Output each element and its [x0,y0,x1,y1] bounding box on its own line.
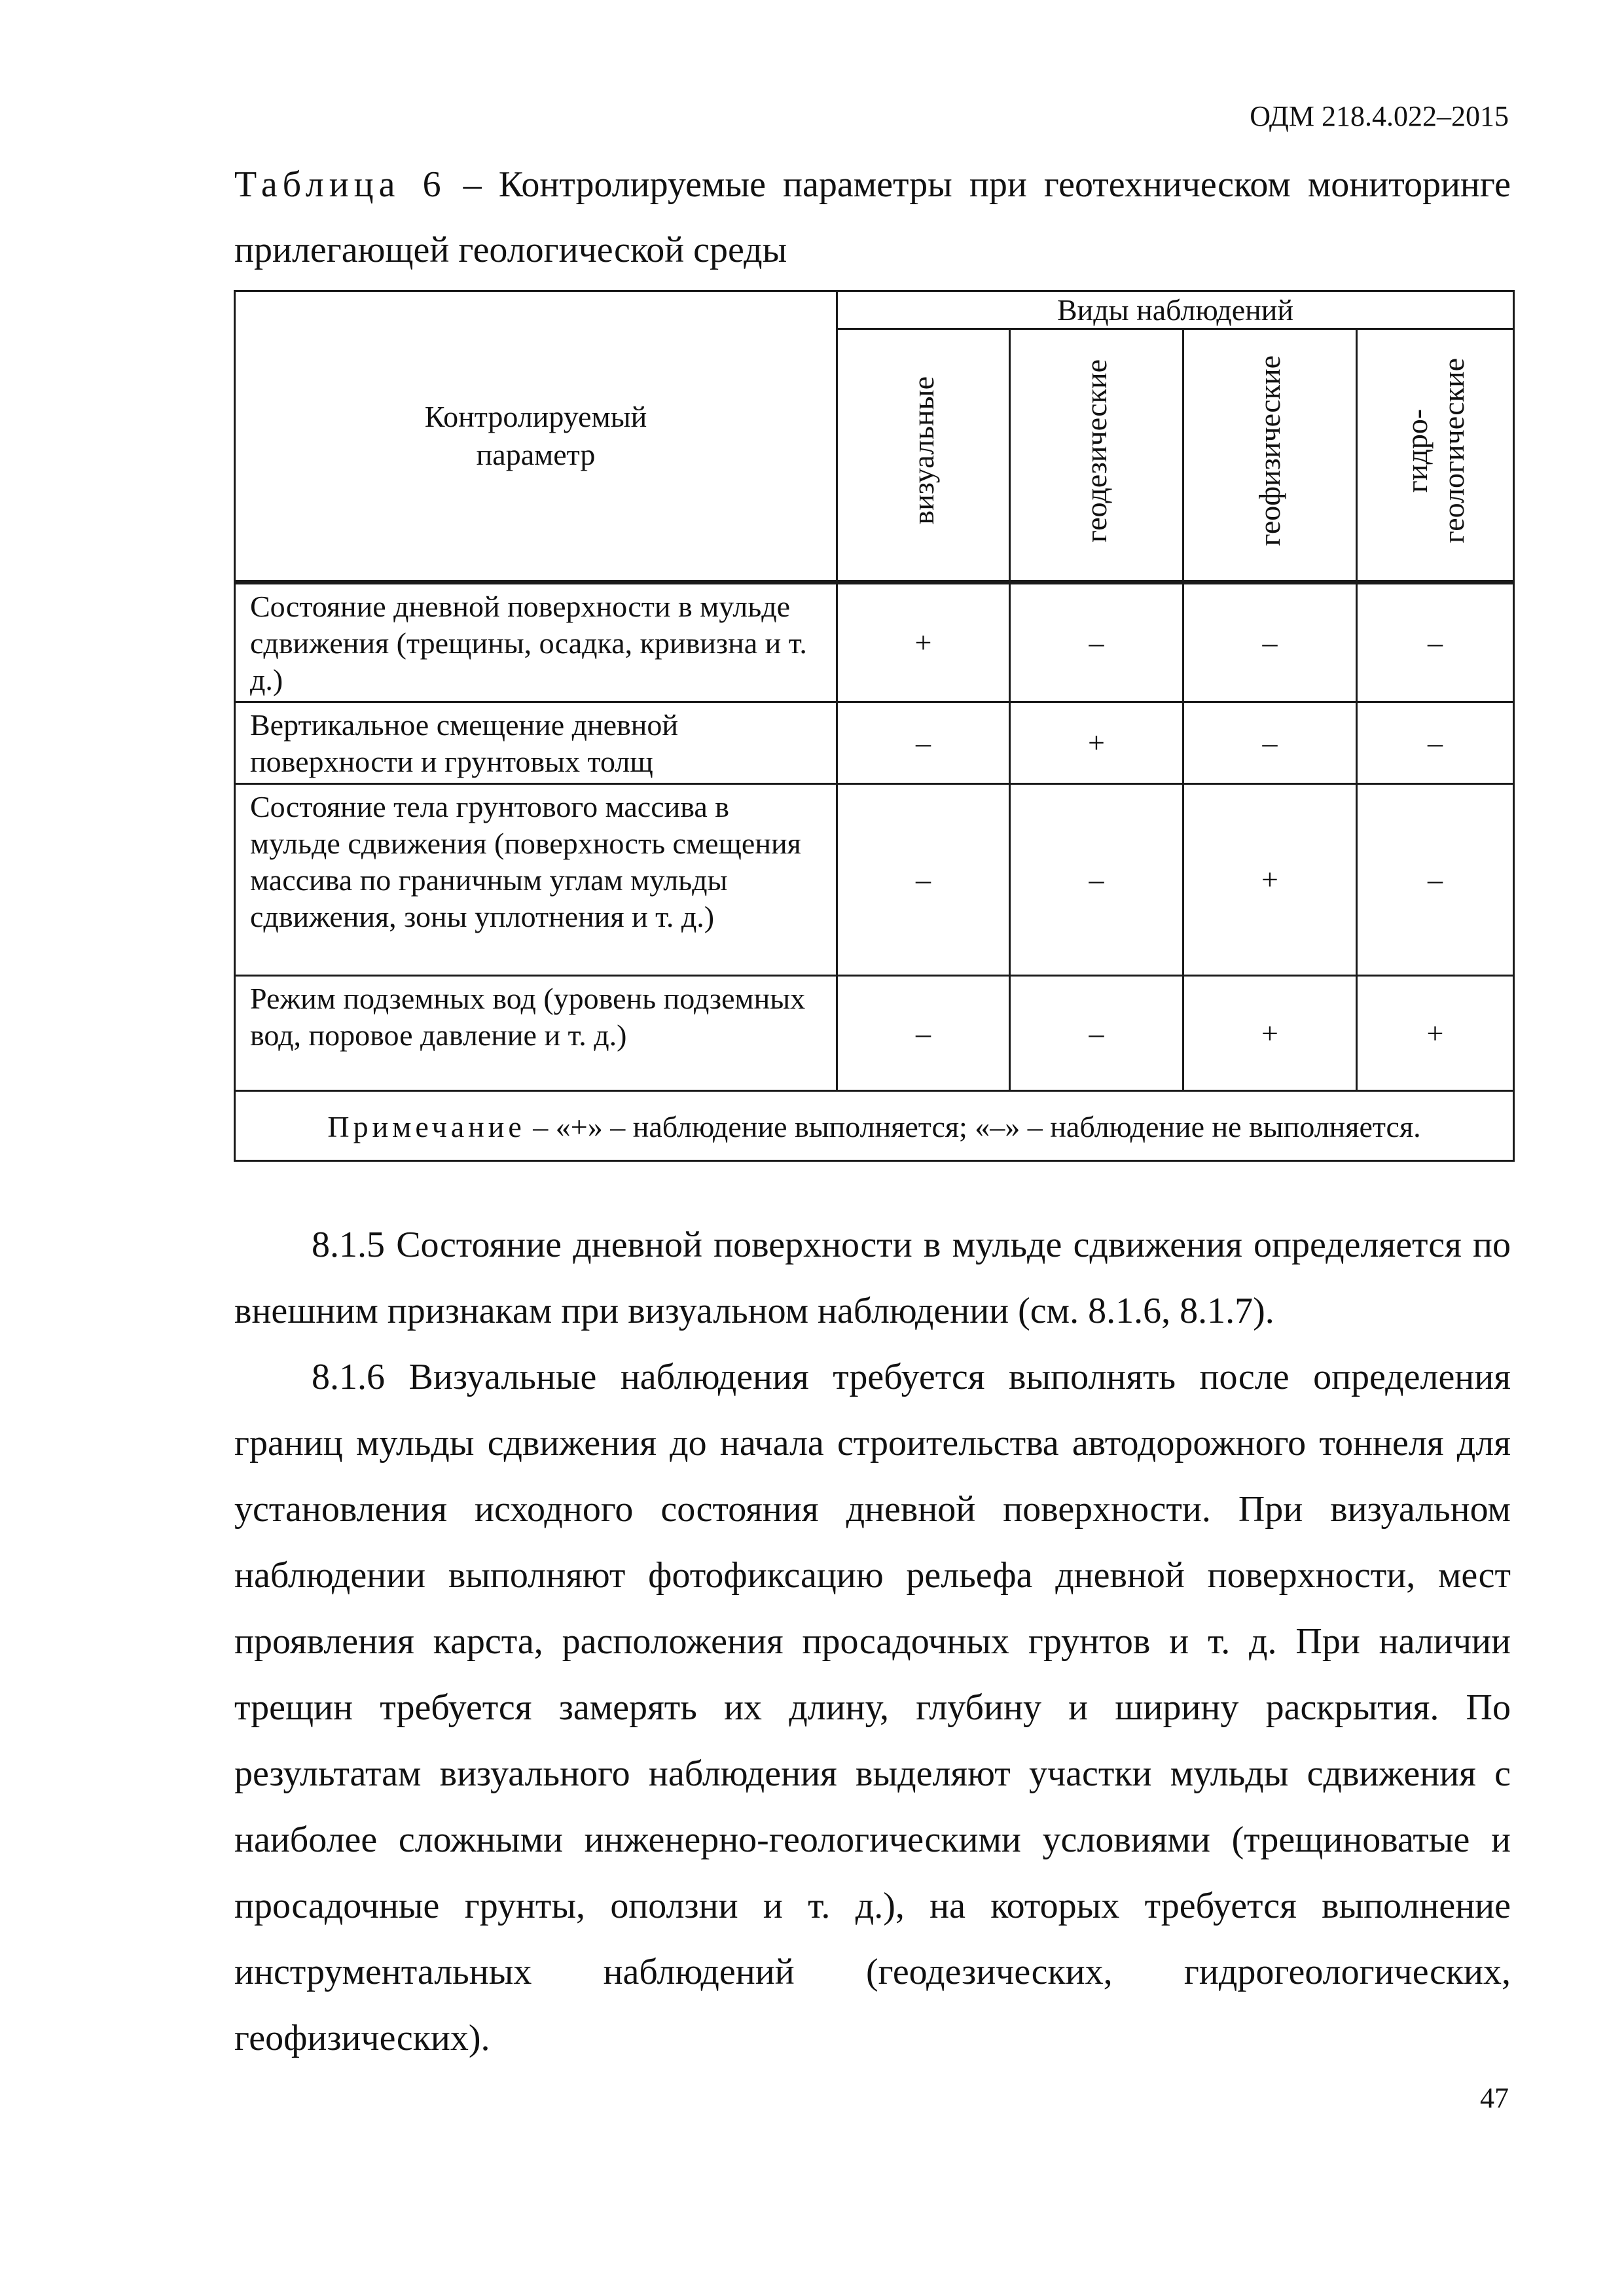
table-row [235,702,1514,784]
paragraph-8-1-6: 8.1.6 Визуальные наблюдения требуется выполнять после определения границ мульды сдвижения до начала строительства автодорожного тоннеля для установления исходного состояния дневной поверхности. При визуальном наблюдении выполняют фотофиксацию рельефа дневной поверхности, мест проявления карста, расположения просадочных грунтов и т. д. При наличии трещин требуется замерять их длину, глубину и ширину раскрытия. По результатам визуального наблюдения выделяют участки мульды сдвижения с наиболее сложными инженерно-геологическими условиями (трещиноватые и просадочные грунты, оползни и т. д.), на которых требуется выполнение инструментальных наблюдений (геодезических, гидрогеологических, геофизических). [234,1357,1511,2058]
table-note-text: – «+» – наблюдение выполняется; «–» – наблюдение не выполняется. [525,1110,1421,1143]
column-header-visual: визуальные [837,329,1010,583]
row-mark-hydrogeological: + [1357,976,1514,1091]
table-note-label: Примечание [327,1110,526,1143]
table-row [235,583,1514,702]
column-header-hydrogeological: гидро- геологические [1357,329,1514,583]
column-header-geophysical: геофизические [1183,329,1357,583]
row-mark-visual: – [837,976,1010,1091]
row-mark-geophysical: + [1183,784,1357,976]
column-header-geodetic: геодезические [1010,329,1183,583]
row-mark-geodetic: – [1010,583,1183,702]
monitoring-parameters-table [234,290,1515,1162]
table-note [235,1091,1514,1161]
row-mark-visual: – [837,702,1010,784]
row-mark-geophysical: – [1183,702,1357,784]
row-mark-hydrogeological: – [1357,702,1514,784]
table-caption [234,152,1511,283]
row-mark-hydrogeological: – [1357,784,1514,976]
row-mark-hydrogeological: – [1357,583,1514,702]
table-row [235,976,1514,1091]
document-code: ОДМ 218.4.022–2015 [1250,100,1509,132]
row-mark-visual: + [837,583,1010,702]
row-mark-visual: – [837,784,1010,976]
param-column-header: Контролируемый параметр [235,291,837,583]
observation-types-header: Виды наблюдений [837,291,1514,329]
table-caption-text: – Контролируемые параметры при геотехническом мониторинге прилегающей геологической среды [234,164,1511,270]
row-mark-geodetic: + [1010,702,1183,784]
row-param: Состояние дневной поверхности в мульде сдвижения (трещины, осадка, кривизна и т. д.) [235,583,837,702]
row-param: Состояние тела грунтового массива в мульде сдвижения (поверхность смещения массива по граничным углам мульды сдвижения, зоны уплотнения и т. д.) [235,784,837,976]
paragraph-8-1-5: 8.1.5 Состояние дневной поверхности в мульде сдвижения определяется по внешним признакам при визуальном наблюдении (см. 8.1.6, 8.1.7). [234,1225,1511,1331]
row-param: Режим подземных вод (уровень подземных вод, поровое давление и т. д.) [235,976,837,1091]
row-mark-geodetic: – [1010,976,1183,1091]
table-caption-label: Таблица 6 [234,164,446,205]
row-mark-geophysical: – [1183,583,1357,702]
page-number: 47 [1480,2082,1509,2114]
row-mark-geophysical: + [1183,976,1357,1091]
row-param: Вертикальное смещение дневной поверхности и грунтовых толщ [235,702,837,784]
row-mark-geodetic: – [1010,784,1183,976]
table-row [235,784,1514,976]
